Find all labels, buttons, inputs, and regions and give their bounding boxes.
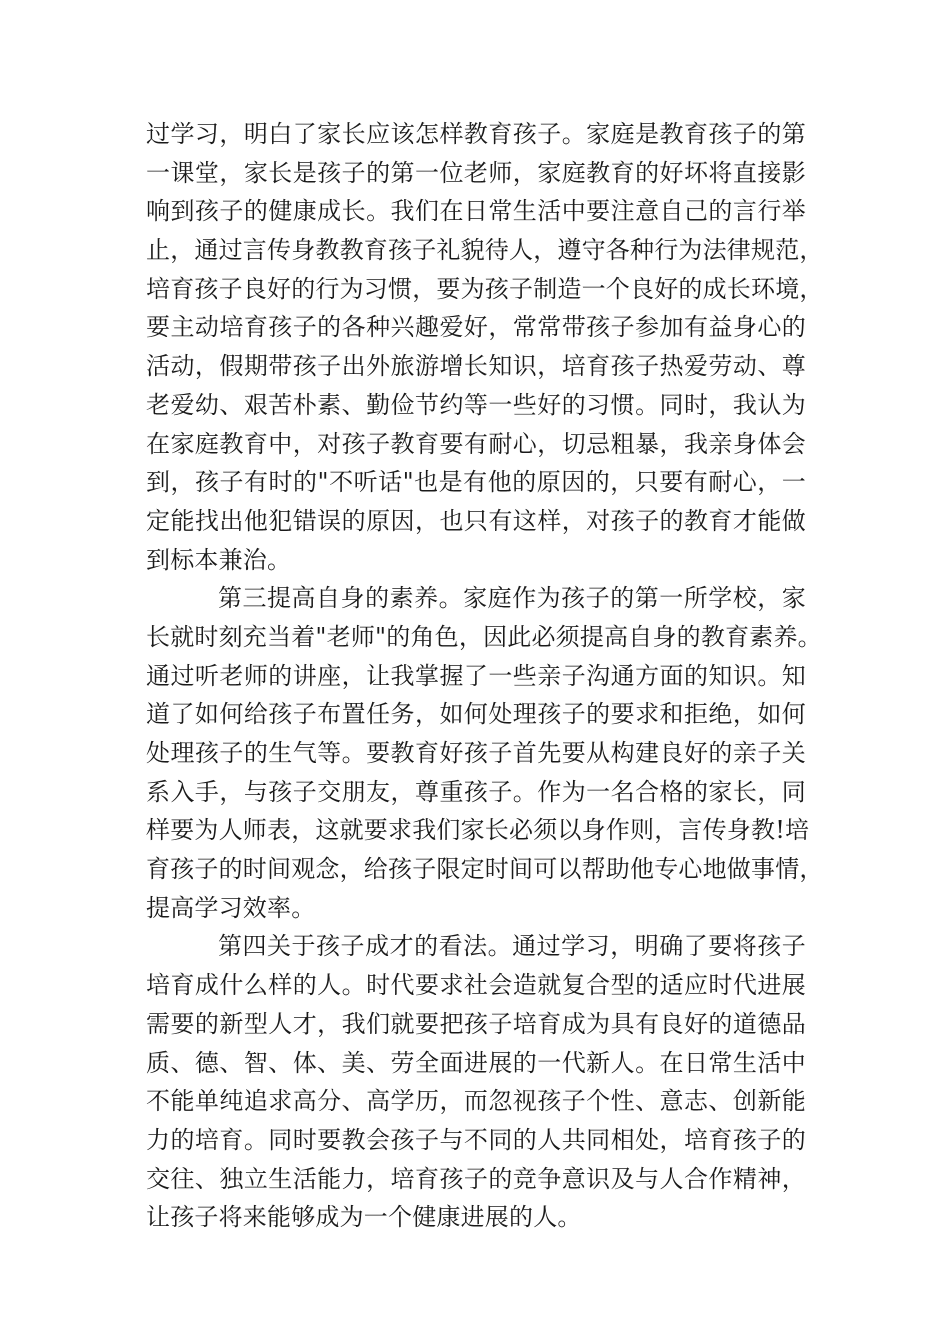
text-line: 质、德、智、体、美、劳全面进展的一代新人。在日常生活中 — [146, 1048, 806, 1077]
text-line: 第三提高自身的素养。家庭作为孩子的第一所学校，家 — [218, 584, 806, 613]
text-line: 要主动培育孩子的各种兴趣爱好，常常带孩子参加有益身心的 — [146, 313, 806, 342]
text-line: 定能找出他犯错误的原因，也只有这样，对孩子的教育才能做 — [146, 506, 806, 535]
text-line: 到标本兼治。 — [146, 545, 292, 574]
text-line: 样要为人师表，这就要求我们家长必须以身作则，言传身教!培 — [146, 816, 810, 845]
text-line: 需要的新型人才，我们就要把孩子培育成为具有良好的道德品 — [146, 1009, 806, 1038]
document-body — [146, 115, 824, 1237]
text-line: 在家庭教育中，对孩子教育要有耐心，切忌粗暴，我亲身体会 — [146, 429, 806, 458]
text-line: 不能单纯追求高分、高学历，而忽视孩子个性、意志、创新能 — [146, 1087, 806, 1116]
text-line: 到，孩子有时的"不听话"也是有他的原因的，只要有耐心，一 — [146, 468, 806, 497]
text-line: 响到孩子的健康成长。我们在日常生活中要注意自己的言行举 — [146, 197, 806, 226]
paragraph-1 — [146, 115, 824, 579]
text-line: 系入手，与孩子交朋友，尊重孩子。作为一名合格的家长，同 — [146, 777, 806, 806]
text-line: 提高学习效率。 — [146, 893, 316, 922]
text-line: 过学习，明白了家长应该怎样教育孩子。家庭是教育孩子的第 — [146, 120, 806, 148]
text-line: 第四关于孩子成才的看法。通过学习，明确了要将孩子 — [218, 932, 806, 961]
text-line: 培育成什么样的人。时代要求社会造就复合型的适应时代进展 — [146, 971, 806, 1000]
text-line: 老爱幼、艰苦朴素、勤俭节约等一些好的习惯。同时，我认为 — [146, 390, 806, 419]
text-line: 培育孩子良好的行为习惯，要为孩子制造一个良好的成长环境， — [146, 274, 824, 303]
text-line: 交往、独立生活能力，培育孩子的竞争意识及与人合作精神， — [146, 1164, 806, 1193]
paragraph-2 — [146, 579, 824, 927]
text-line: 让孩子将来能够成为一个健康进展的人。 — [146, 1203, 582, 1232]
text-line: 力的培育。同时要教会孩子与不同的人共同相处，培育孩子的 — [146, 1125, 806, 1154]
paragraph-3 — [146, 927, 806, 1237]
text-line: 处理孩子的生气等。要教育好孩子首先要从构建良好的亲子关 — [146, 739, 806, 767]
text-line: 育孩子的时间观念，给孩子限定时间可以帮助他专心地做事情， — [146, 855, 824, 884]
text-line: 止，通过言传身教教育孩子礼貌待人，遵守各种行为法律规范， — [146, 236, 824, 265]
text-line: 一课堂，家长是孩子的第一位老师，家庭教育的好坏将直接影 — [146, 158, 806, 187]
text-line: 通过听老师的讲座，让我掌握了一些亲子沟通方面的知识。知 — [146, 661, 806, 690]
text-line: 长就时刻充当着"老师"的角色，因此必须提高自身的教育素养。 — [146, 622, 822, 651]
text-line: 活动，假期带孩子出外旅游增长知识，培育孩子热爱劳动、尊 — [146, 352, 806, 381]
text-line: 道了如何给孩子布置任务，如何处理孩子的要求和拒绝，如何 — [146, 700, 806, 729]
